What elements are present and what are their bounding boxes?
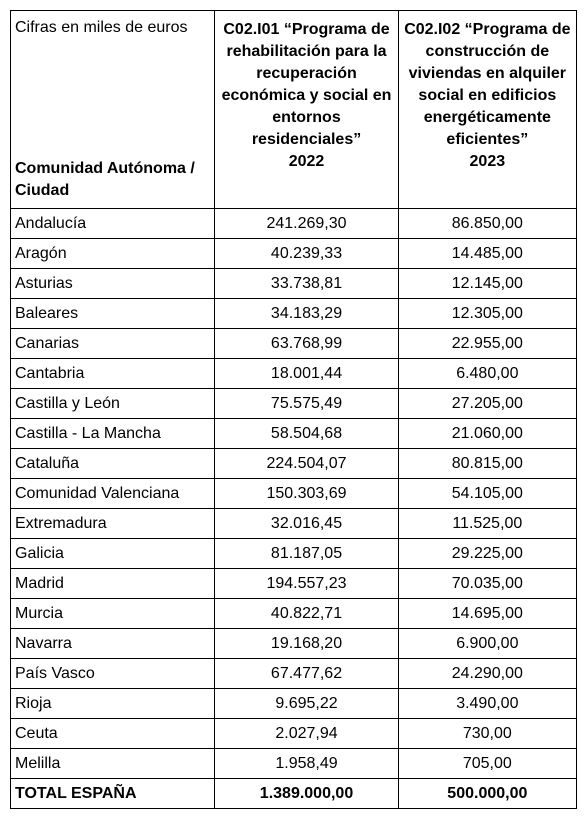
value-2023: 14.485,00 — [398, 239, 576, 269]
program-2-header — [398, 11, 576, 209]
total-2023: 500.000,00 — [398, 779, 576, 809]
program-2-title: C02.I02 “Programa de construcción de viviendas en alquiler social en edificios energéticamente eficientes” — [404, 21, 571, 148]
value-2023: 54.105,00 — [398, 479, 576, 509]
value-2023: 21.060,00 — [398, 419, 576, 449]
table-row — [11, 719, 577, 749]
region-name: País Vasco — [11, 659, 215, 689]
table-row — [11, 239, 577, 269]
value-2022: 150.303,69 — [215, 479, 398, 509]
table-row — [11, 299, 577, 329]
region-name: Castilla y León — [11, 389, 215, 419]
value-2022: 241.269,30 — [215, 209, 398, 239]
table-row — [11, 449, 577, 479]
region-name: Extremadura — [11, 509, 215, 539]
region-name: Canarias — [11, 329, 215, 359]
region-name: Madrid — [11, 569, 215, 599]
total-label: TOTAL ESPAÑA — [11, 779, 215, 809]
region-name: Navarra — [11, 629, 215, 659]
total-row — [11, 779, 577, 809]
region-name: Cantabria — [11, 359, 215, 389]
table-row — [11, 419, 577, 449]
value-2022: 9.695,22 — [215, 689, 398, 719]
region-name: Castilla - La Mancha — [11, 419, 215, 449]
total-2022: 1.389.000,00 — [215, 779, 398, 809]
value-2022: 32.016,45 — [215, 509, 398, 539]
table-row — [11, 329, 577, 359]
program-1-year: 2022 — [288, 153, 325, 170]
table-row — [11, 269, 577, 299]
value-2023: 12.145,00 — [398, 269, 576, 299]
value-2023: 29.225,00 — [398, 539, 576, 569]
region-header-cell — [11, 11, 215, 209]
table-row — [11, 569, 577, 599]
region-name: Asturias — [11, 269, 215, 299]
region-name: Galicia — [11, 539, 215, 569]
table-row — [11, 389, 577, 419]
value-2023: 11.525,00 — [398, 509, 576, 539]
value-2023: 22.955,00 — [398, 329, 576, 359]
value-2022: 34.183,29 — [215, 299, 398, 329]
table-row — [11, 689, 577, 719]
value-2022: 67.477,62 — [215, 659, 398, 689]
table-row — [11, 659, 577, 689]
region-name: Rioja — [11, 689, 215, 719]
region-name: Cataluña — [11, 449, 215, 479]
region-name: Andalucía — [11, 209, 215, 239]
value-2022: 75.575,49 — [215, 389, 398, 419]
value-2022: 2.027,94 — [215, 719, 398, 749]
value-2023: 80.815,00 — [398, 449, 576, 479]
value-2023: 27.205,00 — [398, 389, 576, 419]
table-row — [11, 209, 577, 239]
value-2023: 6.900,00 — [398, 629, 576, 659]
value-2022: 19.168,20 — [215, 629, 398, 659]
value-2022: 194.557,23 — [215, 569, 398, 599]
value-2022: 40.822,71 — [215, 599, 398, 629]
value-2022: 224.504,07 — [215, 449, 398, 479]
region-column-header: Comunidad Autónoma / Ciudad — [15, 160, 195, 199]
value-2022: 58.504,68 — [215, 419, 398, 449]
table-row — [11, 479, 577, 509]
value-2023: 730,00 — [398, 719, 576, 749]
region-name: Aragón — [11, 239, 215, 269]
value-2023: 12.305,00 — [398, 299, 576, 329]
program-1-title: C02.I01 “Programa de rehabilitación para la recuperación económica y social en entornos residenciales” — [221, 21, 392, 148]
value-2023: 24.290,00 — [398, 659, 576, 689]
value-2023: 705,00 — [398, 749, 576, 779]
table-row — [11, 359, 577, 389]
region-name: Melilla — [11, 749, 215, 779]
value-2022: 81.187,05 — [215, 539, 398, 569]
header-row — [11, 11, 577, 209]
region-name: Murcia — [11, 599, 215, 629]
program-1-header — [215, 11, 398, 209]
table-row — [11, 629, 577, 659]
region-name: Comunidad Valenciana — [11, 479, 215, 509]
table-row — [11, 599, 577, 629]
value-2023: 86.850,00 — [398, 209, 576, 239]
funding-table — [10, 10, 577, 809]
value-2023: 6.480,00 — [398, 359, 576, 389]
value-2022: 40.239,33 — [215, 239, 398, 269]
table-body — [11, 209, 577, 779]
value-2022: 18.001,44 — [215, 359, 398, 389]
value-2022: 33.738,81 — [215, 269, 398, 299]
program-2-year: 2023 — [469, 153, 506, 170]
units-note: Cifras en miles de euros — [15, 19, 188, 36]
value-2023: 70.035,00 — [398, 569, 576, 599]
table-row — [11, 749, 577, 779]
table-row — [11, 539, 577, 569]
value-2022: 63.768,99 — [215, 329, 398, 359]
value-2023: 14.695,00 — [398, 599, 576, 629]
region-name: Baleares — [11, 299, 215, 329]
value-2023: 3.490,00 — [398, 689, 576, 719]
table-row — [11, 509, 577, 539]
region-name: Ceuta — [11, 719, 215, 749]
value-2022: 1.958,49 — [215, 749, 398, 779]
